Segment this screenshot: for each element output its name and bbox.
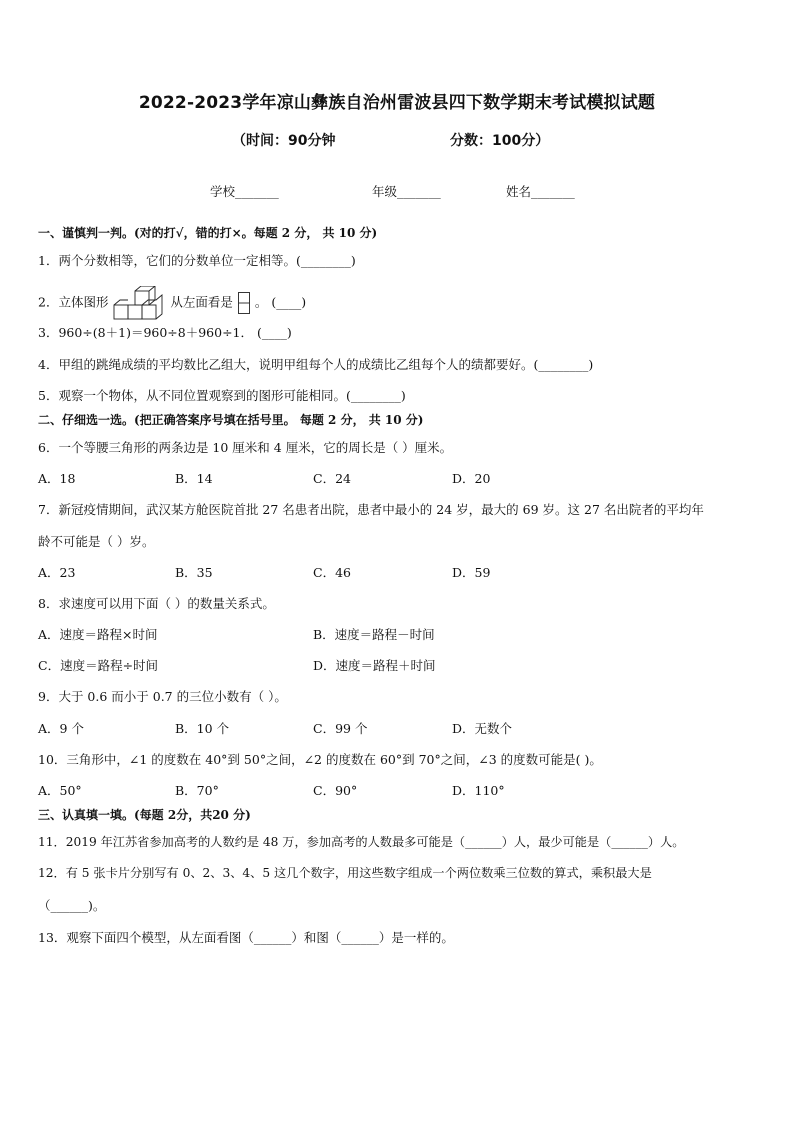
question-8: 8．求速度可以用下面（ ）的数量关系式。 [38, 596, 275, 611]
exam-time: （时间：90分钟 [232, 133, 336, 149]
question-10: 10．三角形中，∠1 的度数在 40°到 50°之间，∠2 的度数在 60°到 70°之间，∠3 的度数可能是( )。 [38, 752, 602, 767]
solid-figure-icon [113, 286, 165, 320]
q8-option-b[interactable]: B．速度＝路程－时间 [313, 627, 435, 642]
grade-field[interactable]: 年级_______ [372, 184, 441, 199]
q7-option-b[interactable]: B．35 [175, 565, 213, 580]
question-4: 4．甲组的跳绳成绩的平均数比乙组大，说明甲组每个人的成绩比乙组每个人的绩都要好。(________) [38, 357, 594, 372]
left-view-icon [238, 292, 250, 314]
question-2 [38, 286, 306, 320]
q9-option-b[interactable]: B．10 个 [175, 721, 230, 736]
school-field[interactable]: 学校_______ [210, 184, 279, 199]
q9-option-a[interactable]: A．9 个 [38, 721, 84, 736]
q8-option-c[interactable]: C．速度＝路程÷时间 [38, 658, 159, 673]
question-5: 5．观察一个物体，从不同位置观察到的图形可能相同。(________) [38, 388, 406, 403]
page-title: 2022-2023学年凉山彝族自治州雷波县四下数学期末考试模拟试题 [138, 93, 656, 113]
question-1: 1．两个分数相等，它们的分数单位一定相等。(________) [38, 253, 356, 268]
q10-option-d[interactable]: D．110° [452, 783, 505, 798]
section-heading-1: 一、谨慎判一判。(对的打√，错的打×。每题 2 分， 共 10 分) [38, 226, 378, 240]
question-12-line-1: 12．有 5 张卡片分别写有 0、2、3、4、5 这几个数字，用这些数字组成一个两位数乘三位数的算式，乘积最大是 [38, 866, 652, 880]
question-2-text-b: 从左面看是 [170, 294, 233, 310]
question-7-line-1: 7．新冠疫情期间，武汉某方舱医院首批 27 名患者出院，患者中最小的 24 岁，最大的 69 岁。这 27 名出院者的平均年 [38, 502, 704, 517]
q7-option-a[interactable]: A．23 [38, 565, 76, 580]
question-13: 13．观察下面四个模型，从左面看图（______）和图（______）是一样的。 [38, 930, 454, 945]
q6-option-a[interactable]: A．18 [38, 471, 76, 486]
q7-option-c[interactable]: C．46 [313, 565, 351, 580]
q8-option-a[interactable]: A．速度＝路程×时间 [38, 627, 158, 642]
question-12-line-2: （______)。 [38, 898, 106, 913]
question-6: 6．一个等腰三角形的两条边是 10 厘米和 4 厘米，它的周长是（ ）厘米。 [38, 440, 453, 455]
question-11: 11．2019 年江苏省参加高考的人数约是 48 万，参加高考的人数最多可能是（______）人，最少可能是（______）人。 [38, 835, 685, 849]
q9-option-d[interactable]: D．无数个 [452, 721, 513, 736]
q9-option-c[interactable]: C．99 个 [313, 721, 368, 736]
exam-score: 分数：100分） [450, 133, 550, 149]
q10-option-c[interactable]: C．90° [313, 783, 358, 798]
q10-option-a[interactable]: A．50° [38, 783, 82, 798]
q6-option-b[interactable]: B．14 [175, 471, 213, 486]
name-field[interactable]: 姓名_______ [506, 184, 575, 199]
q6-option-d[interactable]: D．20 [452, 471, 491, 486]
question-2-text-a: 2．立体图形 [38, 294, 109, 310]
section-heading-3: 三、认真填一填。(每题 2分，共20 分) [38, 808, 251, 822]
q8-option-d[interactable]: D．速度＝路程＋时间 [313, 658, 436, 673]
q6-option-c[interactable]: C．24 [313, 471, 351, 486]
section-heading-2: 二、仔细选一选。(把正确答案序号填在括号里。 每题 2 分， 共 10 分) [38, 413, 424, 427]
q10-option-b[interactable]: B．70° [175, 783, 219, 798]
question-7-line-2: 龄不可能是（ ）岁。 [38, 534, 155, 549]
question-2-text-c: 。 (____) [254, 294, 307, 310]
question-9: 9．大于 0.6 而小于 0.7 的三位小数有（ ）。 [38, 689, 287, 704]
q7-option-d[interactable]: D．59 [452, 565, 491, 580]
question-3: 3．960÷(8＋1)＝960÷8＋960÷1． (____) [38, 325, 292, 340]
